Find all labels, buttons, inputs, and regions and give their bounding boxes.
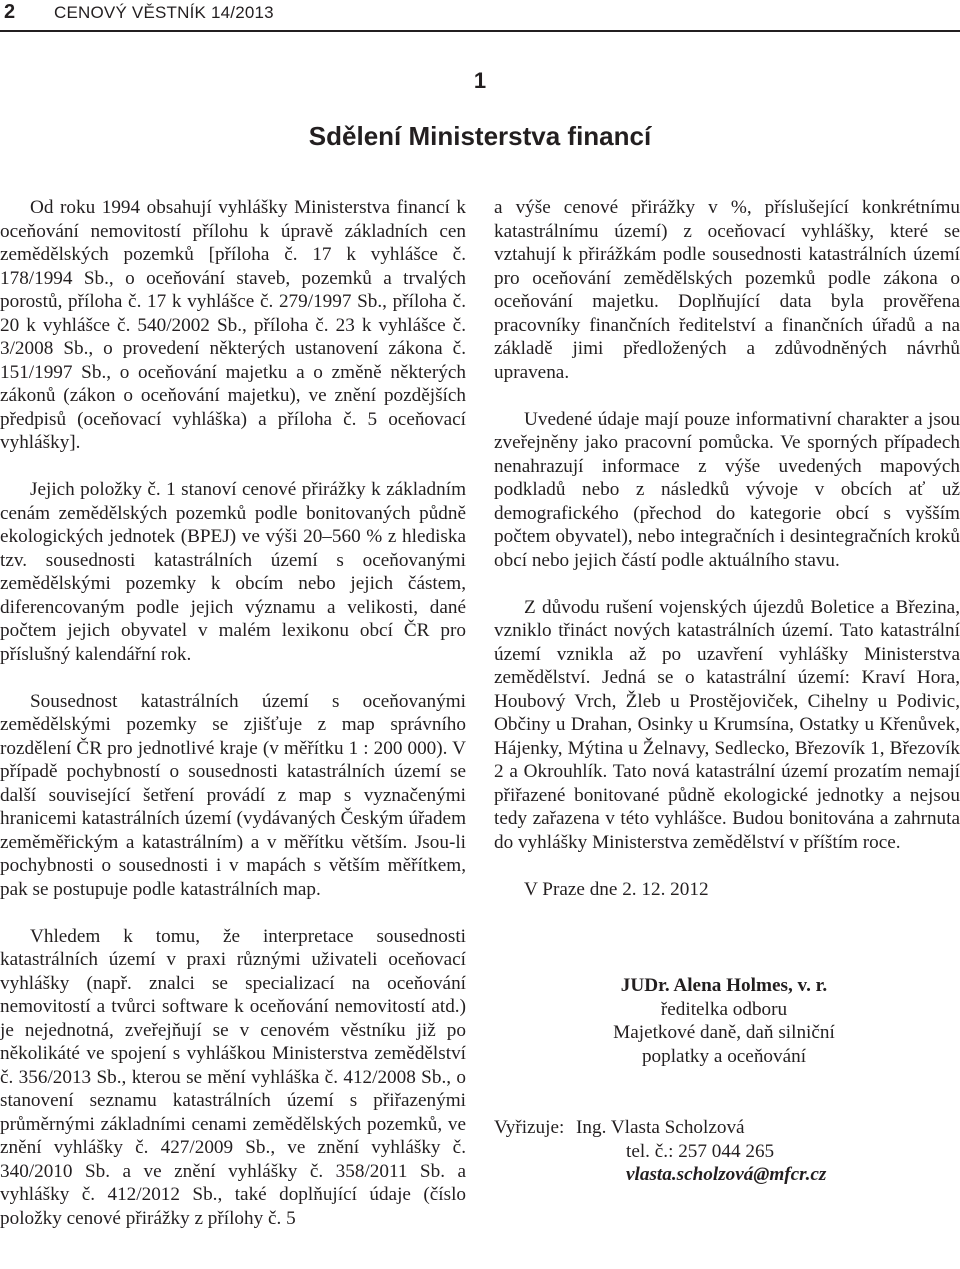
paragraph: Od roku 1994 obsahují vyhlášky Ministerstva financí k oceňování nemovitostí přílohu k úpravě základních cen zemědělských pozemků [příloha č. 17 k vyhlášce č. 178/1994 Sb., o oceňování staveb, pozemků a trvalých porostů, příloha č. 17 k vyhlášce č. 279/1997 Sb., příloha č. 20 k vyhlášce č. 540/2002 Sb., příloha č. 23 k vyhlášce č. 3/2008 Sb., o provedení některých ustanovení zákona č. 151/1997 Sb., o oceňování majetku a o změně některých zákonů (zákon o oceňování majetku), ve znění pozdějších předpisů (oceňovací vyhláška) a příloha č. 5 oceňovací vyhlášky]. [0, 197, 466, 453]
contact-email[interactable]: vlasta.scholzová@mfcr.cz [626, 1164, 827, 1185]
journal-title: CENOVÝ VĚSTNÍK 14/2013 [54, 3, 274, 22]
signature-block [574, 974, 874, 1068]
contact-label: Vyřizuje: [494, 1117, 565, 1138]
item-number: 1 [473, 68, 487, 93]
left-column [0, 196, 466, 1230]
page-title: Sdělení Ministerstva financí [308, 121, 652, 151]
department-line-2: poplatky a oceňování [641, 1045, 807, 1067]
department-line-1: Majetkové daně, daň silniční [613, 1022, 835, 1043]
paragraph: a výše cenové přirážky v %, příslušející konkrétnímu katastrálnímu území) z oceňovací vyhlášky, které se vztahují k přirážkám podle sousednosti katastrálních území pro oceňování zemědělských pozemků podle zákona o oceňování majetku. Doplňující data byla prověřena pracovníky finančních ředitelství a finančních úřadů a na základě jimi předložených a zdůvodněných návrhů upravena. [494, 197, 960, 383]
paragraph: Z důvodu rušení vojenských újezdů Boletice a Březina, vzniklo třináct nových katastrálních území. Tato katastrální území vznikla až po uzavření vyhlášky Ministerstva zemědělství. Jedná se o katastrální území: Kraví Hora, Houbový Vrch, Žleb u Prostějoviček, Cihelny u Podivic, Občiny u Drahan, Osinky u Krumsína, Ostatky u Křenůvek, Hájenky, Mýtina u Želnavy, Sedlecko, Březovík 1, Březovík 2 a Okrouhlík. Tato nová katastrální území prozatím nemají přiřazené bonitované půdně ekologické jednotky a nejsou tedy zařazena v této vyhlášce. Budou bonitována a zahrnuta do vyhlášky Ministerstva zemědělství v příštím roce. [494, 596, 960, 853]
contact-block [494, 1116, 960, 1187]
paragraph: Vhledem k tomu, že interpretace sousednosti katastrálních území v praxi různými uživateli oceňovací vyhlášky (např. znalci se specializací na oceňování nemovitostí a tvůrci software k oceňování nemovitostí atd.) je nejednotná, zveřejňují se v cenovém věstníku již po několikáté ve spojení s vyhláškou Ministerstva zemědělství č. 356/2013 Sb., kterou se mění vyhláška č. 412/2008 Sb., o stanovení seznamu katastrálních území s přiřazenými průměrnými základními cenami zemědělských pozemků, ve znění vyhlášky č. 427/2009 Sb., ve znění vyhlášky č. 340/2010 Sb. a ve znění vyhlášky č. 358/2011 Sb. a vyhlášky č. 412/2012 Sb., také doplňující údaje (číslo položky cenové přirážky z přílohy č. 5 [0, 925, 466, 1229]
header-rule [0, 30, 960, 32]
running-header [0, 0, 960, 26]
page-number: 2 [4, 1, 16, 23]
paragraph: Sousednost katastrálních území s oceňovanými zemědělskými pozemky se zjišťuje z map správního rozdělení ČR pro jednotlivé kraje (v měřítku 1 : 200 000). V případě pochybností o sousednosti katastrálních území se další související šetření provádí z map s vyznačenými hranicemi katastrálních území (vydávaných Českým úřadem zeměměřickým a katastrálním) a v měřítku větším. Jsou-li pochybnosti o sousednosti i v mapách s větším měřítkem, pak se postupuje podle katastrálních map. [0, 690, 466, 900]
right-column [494, 196, 960, 1187]
contact-person: Ing. Vlasta Scholzová [576, 1117, 745, 1138]
date-line: V Praze dne 2. 12. 2012 [524, 878, 709, 900]
signatory-name: JUDr. Alena Holmes, v. r. [620, 975, 828, 996]
paragraph: Uvedené údaje mají pouze informativní charakter a jsou zveřejněny jako pracovní pomůcka. Ve sporných případech nenahrazují informace z výše uvedených mapových podkladů nebo z následků vývoje v obcích ať už demografického (přechod do kategorie obcí s vyšším počtem obyvatel), nebo integračních i desintegračních kroků obcí nebo jejich částí podle aktuálního stavu. [494, 408, 960, 571]
paragraph: Jejich položky č. 1 stanoví cenové přirážky k základním cenám zemědělských pozemků podle bonitovaných půdně ekologických jednotek (BPEJ) ve výši 20–560 % z hlediska tzv. sousednosti katastrálních území s oceňovanými zemědělskými pozemky k obcím nebo jejich částem, diferencovaným podle jejich významu a velikosti, dané počtem jejich obyvatel v malém lexikonu obcí ČR pro příslušný kalendářní rok. [0, 479, 466, 665]
signatory-role: ředitelka odboru [660, 998, 788, 1020]
contact-phone: tel. č.: 257 044 265 [626, 1140, 775, 1162]
